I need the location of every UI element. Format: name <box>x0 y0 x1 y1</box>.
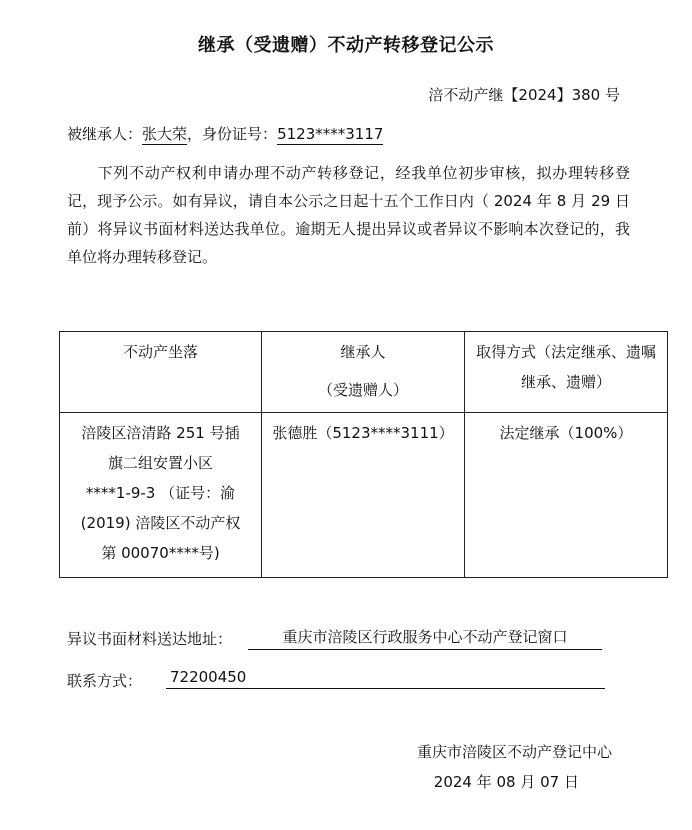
cell-heir: 张德胜（5123****3111） <box>262 413 465 578</box>
decedent-label: 被继承人： <box>67 125 143 143</box>
header-location: 不动产坐落 <box>60 332 262 413</box>
id-label: 身份证号： <box>202 125 278 143</box>
cell-method: 法定继承（100%） <box>465 413 668 578</box>
page-title: 继承（受遗赠）不动产转移登记公示 <box>198 35 494 56</box>
notice-body <box>67 159 630 271</box>
notice-body-text: 下列不动产权利申请办理不动产转移登记，经我单位初步审核，拟办理转移登记，现予公示。如有异议，请自本公示之日起十五个工作日内（ 2024 年 8 月 29 日前）将异议书面材料送达我单位。逾期无人提出异议或者异议不影响本次登记的，我单位将办理转移登记。 <box>67 164 630 266</box>
decedent-name: 张大荣 <box>142 125 188 143</box>
contact-line <box>166 668 605 689</box>
decedent-id: 5123****3117 <box>277 125 384 143</box>
objection-address-label: 异议书面材料送达地址： <box>67 630 233 648</box>
issuer: 重庆市涪陵区不动产登记中心 <box>416 743 612 761</box>
document-number: 涪不动产继【2024】380 号 <box>428 86 620 104</box>
cell-location: 涪陵区涪清路 251 号插 旗二组安置小区 ****1-9-3 （证号：渝 (2019) 涪陵区不动产权 第 00070****号) <box>60 413 262 578</box>
contact-label: 联系方式： <box>67 672 143 690</box>
header-method: 取得方式（法定继承、遗嘱继承、遗赠） <box>465 332 668 413</box>
objection-address-value: 重庆市涪陵区行政服务中心不动产登记窗口 <box>248 626 602 650</box>
decedent-info <box>67 123 383 144</box>
table-header-row <box>60 332 668 413</box>
contact-value: 72200450 <box>170 668 247 686</box>
decedent-separator: ， <box>187 125 203 143</box>
header-heir: 继承人 （受遗赠人） <box>262 332 465 413</box>
table-row <box>60 413 668 578</box>
issue-date: 2024 年 08 月 07 日 <box>433 773 579 791</box>
property-table <box>59 331 668 578</box>
